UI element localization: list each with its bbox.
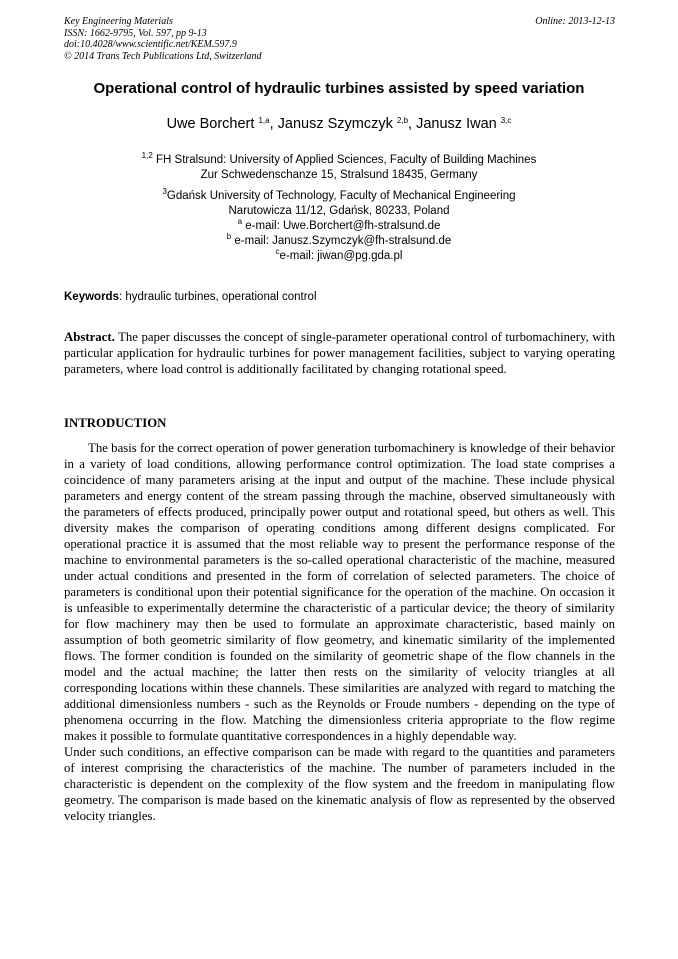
- journal-name: Key Engineering Materials: [64, 16, 173, 27]
- author-sup: 3,c: [500, 116, 512, 125]
- introduction-body: [64, 440, 615, 824]
- author-name: Janusz Szymczyk: [277, 116, 393, 132]
- abstract-text: The paper discusses the concept of single-parameter operational control of turbomachinery, with particular application for hydraulic turbines for power management facilities, subject to varying operating parameters, where load control is additionally facilitated by changing rotational speed.: [64, 330, 615, 376]
- copyright-line: © 2014 Trans Tech Publications Ltd, Switzerland: [64, 50, 262, 62]
- issn-line: ISSN: 1662-9795, Vol. 597, pp 9-13: [64, 27, 207, 39]
- author-sup: 2,b: [396, 116, 409, 125]
- abstract: [64, 329, 615, 377]
- journal-header: [64, 16, 615, 62]
- email-link[interactable]: e-mail: Janusz.Szymczyk@fh-stralsund.de: [234, 235, 452, 247]
- keywords-label: Keywords: [64, 291, 119, 303]
- email-link[interactable]: e-mail: Uwe.Borchert@fh-stralsund.de: [245, 220, 441, 232]
- email-link[interactable]: e-mail: jiwan@pg.gda.pl: [279, 250, 403, 262]
- affiliation-line: Narutowicza 11/12, Gdańsk, 80233, Poland: [228, 205, 450, 217]
- author-sup: 1,a: [258, 116, 270, 125]
- author-name: Janusz Iwan: [416, 116, 497, 132]
- keywords: [64, 291, 615, 303]
- affiliation-1: $^{1,2}$ FH Stralsund: University of Applied Sciences, Faculty of Building Machines Zur Schwedenschanze 15, Stralsund 18435, Germany: [40, 153, 638, 183]
- paragraph: Under such conditions, an effective comparison can be made with regard to the quantities and parameters of interest comprising the characteristics of the machine. The number of parameters included in the characteristic is dependent on the complexity of the flow system and the freedom in manipulating flow geometry. The comparison is made based on the kinematic analysis of flow as represented by the observed velocity triangles.: [64, 745, 615, 823]
- abstract-label: Abstract.: [64, 330, 115, 344]
- affiliation-line: Gdańsk University of Technology, Faculty of Mechanical Engineering: [166, 190, 516, 202]
- affiliation-line: Zur Schwedenschanze 15, Stralsund 18435, Germany: [200, 169, 478, 181]
- affiliation-line: FH Stralsund: University of Applied Sciences, Faculty of Building Machines: [156, 154, 537, 166]
- email-line: $^b$ e-mail: Janusz.Szymczyk@fh-stralsund.de: [226, 232, 452, 247]
- doi-line: doi:10.4028/www.scientific.net/KEM.597.9: [64, 39, 237, 50]
- keywords-text: : hydraulic turbines, operational control: [118, 291, 317, 303]
- affiliation-2: $^3$Gdańsk University of Technology, Faculty of Mechanical Engineering Narutowicza 11/12, Gdańsk, 80233, Poland $^a$ e-mail: Uwe.Borchert@fh-stralsund.de $^b$ e-mail: Janusz.Szymczyk@fh-stralsund.de $^c$e-mail: jiwan@pg.gda.pl: [40, 189, 638, 264]
- section-heading: INTRODUCTION: [64, 416, 167, 430]
- author-list: Uwe Borchert $^{1,a}$, Janusz Szymczyk $^{2,b}$, Janusz Iwan $^{3,c}$: [166, 116, 512, 132]
- paragraph: The basis for the correct operation of power generation turbomachinery is knowledge of their behavior in a variety of load conditions, allowing performance control optimization. The load state comprises a coincidence of many parameters arising at the input and output of the machine. These include physical parameters and energy content of the stream passing through the machine, observed simultaneously with the parameters of effects produced, principally power output and rotational speed, but others as well. This diversity makes the comparison of operating conditions among different designs complicated. For operational practice it is assumed that the most reliable way to present the performance response of the machine to environmental parameters is the so-called operational characteristic of the machine, measured under actual conditions and presented in the form of correlation of selected parameters. The choice of parameters is conditional upon their potential significance for the operation of the machine. On occasion it is unfeasible to experimentally determine the characteristic of a particular device; the theory of similarity for flow machinery may then be used to formulate an approximate characteristic, based mainly on assumption of both geometric similarity of flow geometry, and kinematic similarity of the implemented flows. The former condition is founded on the similarity of geometric shape of the flow channels in the model and the actual machine; the latter then rests on the similarity of velocity triangles at all corresponding locations within these channels. These similarities are analyzed with regard to matching the additional dimensionless numbers - such as the Reynolds or Froude numbers - depending on the type of phenomena occurring in the flow. Matching the dimensionless criteria appropriate to the flow regime makes it possible to formulate quantitative correspondences in a highly dependable way.: [64, 441, 615, 743]
- email-line: $^c$e-mail: jiwan@pg.gda.pl: [275, 247, 403, 262]
- paper-title: Operational control of hydraulic turbines assisted by speed variation: [93, 80, 585, 97]
- author-name: Uwe Borchert: [166, 116, 255, 132]
- email-line: $^a$ e-mail: Uwe.Borchert@fh-stralsund.de: [237, 217, 441, 232]
- online-date: Online: 2013-12-13: [535, 16, 615, 27]
